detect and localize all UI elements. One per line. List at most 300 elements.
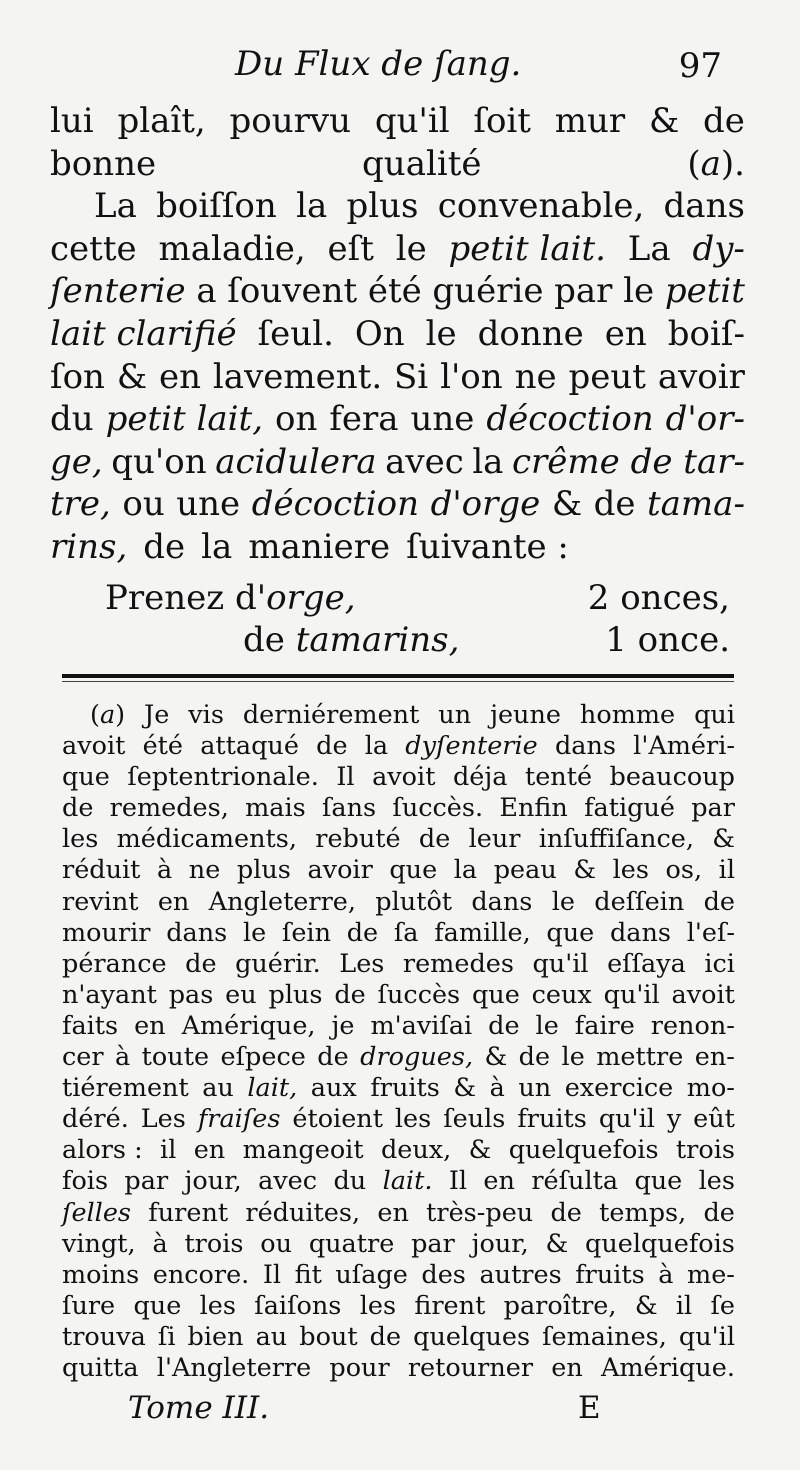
word: le [535,1010,559,1041]
word: ſon [50,356,105,397]
word: la [296,186,328,227]
word: remedes [402,948,514,979]
word: en [157,886,190,917]
word: Enfin [499,793,568,824]
word: fruits [575,1259,645,1290]
word: eu [225,979,257,1010]
word: remedes, [109,793,229,824]
footnote-marker [90,700,125,731]
word: médicaments, [116,824,297,855]
word: & [468,1135,492,1166]
word: ſenterie [50,271,186,312]
word: boiſſon [156,186,277,227]
word: me- [687,1259,735,1290]
word: & [712,824,735,855]
word: quitta [62,1352,139,1383]
word: autres [479,1259,562,1290]
word: quelques [413,1321,531,1352]
word: de [550,1197,582,1228]
word: pour [329,1352,390,1383]
word: de [334,979,366,1010]
word: le [623,271,655,312]
word: ici [704,948,735,979]
footnote-line [62,1166,735,1197]
word: les [199,1290,236,1321]
word: trouva [62,1321,146,1352]
footnote-line [62,1073,735,1104]
footnote-line [62,1291,735,1322]
word: avec [258,1166,318,1197]
word: à [152,1228,168,1259]
word: il [160,1135,177,1166]
word: du [50,399,94,440]
word: ſa [393,917,419,948]
word: retourner [407,1352,534,1383]
word: trois [184,1228,244,1259]
word: de [703,886,735,917]
word: mettre [596,1042,684,1073]
word: & [648,101,680,141]
word: rebuté [315,824,401,855]
word: le [561,1042,585,1073]
word: par [411,1228,455,1259]
word: le [425,313,457,354]
word: avoit [372,762,436,793]
word: le [551,886,575,917]
body-text-line [50,483,745,526]
word: ſoit [473,101,531,141]
word: déja [452,762,508,793]
word: dans [554,731,616,762]
word: ge, [50,441,103,482]
word: toute [141,1042,210,1073]
word: Il [262,1259,282,1290]
word: réſulta [531,1166,619,1197]
word: eſt [327,228,374,269]
word: que [634,1166,683,1197]
word: boiſ- [667,313,745,354]
word: les [394,1104,432,1135]
word: furent [148,1197,229,1228]
word: os, [665,855,703,886]
word: ſuivante : [406,526,569,567]
word: le [242,917,267,948]
word: l'eſ- [686,917,735,948]
word: à [157,855,173,886]
word: renon- [650,1010,735,1041]
word: de [317,1042,349,1073]
word: plus [346,186,419,227]
word: qu'il [532,948,589,979]
word: faire [574,1010,635,1041]
word: pourvu [229,101,352,141]
word: fois [62,1166,109,1197]
main-text [50,100,745,569]
word: ou [260,1228,293,1259]
word: la [364,731,389,762]
word: eſpece [220,1042,306,1073]
word: qualité [362,143,482,184]
word: par [554,271,613,312]
word: cette [50,228,137,269]
word: Amérique. [600,1352,735,1383]
word: ſeuls [443,1104,506,1135]
word: Angleterre, [208,886,356,917]
footnote-line [62,949,735,980]
running-title: Du Flux de ſang. [235,44,522,84]
word: rins, [50,526,128,567]
word: crême de tar- [512,441,745,482]
word: la [453,855,478,886]
word: au [255,1321,288,1352]
body-text-line [50,185,745,228]
word: étoient [292,1104,383,1135]
word: la [472,441,504,482]
word: deſſein [594,886,685,917]
footnote-marker [687,143,745,186]
word: mo- [686,1073,735,1104]
word: bien [187,1321,244,1352]
body-text-line [50,143,745,186]
word: il [718,855,735,886]
word: tenté [524,762,593,793]
word: que [62,762,110,793]
word: fruits [517,1104,587,1135]
word: tama- [647,484,745,525]
word: ). [720,143,745,184]
word: beaucoup [609,762,735,793]
word: en [159,356,202,397]
word: exercice [564,1073,674,1104]
body-text-line [50,228,745,271]
word: Amérique, [181,1010,316,1041]
word: la [201,526,233,567]
word: l'Angleterre [156,1352,312,1383]
word: lui [50,101,94,141]
word: les [359,1290,397,1321]
word: plutôt [375,886,453,917]
word: je [331,1010,355,1041]
word: on [274,399,318,440]
footnote-line [62,855,735,886]
word: ( [687,143,701,184]
footnote-line [62,1260,735,1291]
word: qu'il [598,1104,655,1135]
word: de [369,1321,402,1352]
word: il [675,1290,693,1321]
footnote-line [62,918,735,949]
word: dans [166,917,228,948]
body-text-line [50,441,745,484]
footnote-divider [62,674,734,678]
body-text-line [50,313,745,356]
word: fatigué [584,793,675,824]
body-text-line [50,526,745,569]
word: en [551,1352,583,1383]
word: réduites, [245,1197,361,1228]
word: les [612,855,649,886]
word: drogues, [360,1042,474,1073]
signature-mark: E [578,1390,601,1426]
word: On [354,313,405,354]
word: de [62,793,94,824]
word: encore. [152,1259,250,1290]
word: de [185,948,217,979]
word: faits [62,1010,119,1041]
word: ſouvent [227,271,358,312]
word: un [438,700,472,730]
word: eût [693,1104,735,1135]
word: pérance [62,948,167,979]
word: ſemaines, [542,1321,667,1352]
word: ſuccès [377,979,461,1010]
word: & [484,1042,508,1073]
footnote-line [62,887,735,918]
word: Il [448,1166,468,1197]
footnote-line [62,1135,735,1166]
word: a [700,143,721,184]
word: à [489,1073,505,1104]
word: en [377,1197,409,1228]
word: le [395,228,427,269]
word: revint [62,886,139,917]
word: leur [468,824,521,855]
word: bout [299,1321,358,1352]
word: en [134,1010,166,1041]
word: vis [188,700,224,730]
word: temps, [599,1197,687,1228]
word: ſeptentrionale. [127,762,319,793]
word: l'on [440,356,503,397]
body-text-line [50,356,745,399]
word: à [658,1259,674,1290]
word: lavement. [212,356,383,397]
word: ſaiſons [254,1290,342,1321]
recipe-quantity: 2 onces, [587,578,730,618]
word: ſe [710,1290,735,1321]
word: ne [188,855,221,886]
word: fraiſes [197,1104,281,1135]
word: l'Améri- [633,731,735,762]
word: déré. [62,1104,129,1135]
word: & [453,1073,477,1104]
word: quatre [308,1228,395,1259]
word: des [421,1259,466,1290]
word: derniérement [242,700,420,730]
word: décoction [486,399,654,440]
word: avoit [671,979,735,1010]
word: fruits [370,1073,440,1104]
word: fera [329,399,399,440]
word: que [133,1290,182,1321]
word: fit [294,1259,322,1290]
word: aux [310,1073,357,1104]
word: La [94,186,137,227]
word: convenable, [437,186,645,227]
word: ſi [157,1321,176,1352]
word: tre, [50,484,111,525]
word: au [202,1073,234,1104]
word: jour, [471,1228,529,1259]
word: Je [144,700,170,730]
word: à [115,1042,131,1073]
word: & [545,1228,569,1259]
word: avoir [657,356,745,397]
word: lait clarifié [50,313,237,354]
word: les [698,1166,735,1197]
word: d'orge [430,484,541,525]
word: famille, [434,917,531,948]
word: & [116,356,148,397]
body-text-line [50,398,745,441]
footnote-line [62,700,735,731]
word: plaît, [117,101,206,141]
footnote-line [62,1042,735,1073]
footnote [62,700,735,1384]
word: de [346,917,379,948]
footnote-line [62,1353,735,1384]
word: d'or- [665,399,745,440]
footnote-line [62,1198,735,1229]
word: acidulera [215,441,377,482]
word: de [593,484,636,525]
page-header [0,44,800,94]
word: en [604,313,647,354]
word: m'aviſai [370,1010,473,1041]
word: ) [115,700,126,730]
word: deux, [380,1135,452,1166]
word: alors : [62,1135,143,1166]
word: Si [394,356,429,397]
word: petit [664,271,745,312]
word: Les [339,948,385,979]
word: dans [609,917,671,948]
word: y [666,1104,682,1135]
word: en- [694,1042,735,1073]
word: inſuffiſance, [538,824,694,855]
word: ſuccès. [392,793,484,824]
word: avec [385,441,464,482]
word: trois [675,1135,735,1166]
word: a [196,271,217,312]
word: mangeoit [242,1135,364,1166]
word: une [176,484,241,525]
word: n'ayant [62,979,157,1010]
word: petit lait. [448,228,606,269]
word: guérie [432,271,544,312]
word: avoit [62,731,126,762]
word: & [634,1290,658,1321]
word: maniere [248,526,391,567]
body-text-line [50,100,745,143]
word: du [333,1166,367,1197]
word: bonne [50,143,157,184]
word: une [410,399,475,440]
word: ( [90,700,100,730]
word: guérir. [235,948,321,979]
word: jour, [184,1166,242,1197]
word: qu'on [111,441,207,482]
word: qu'il [374,101,450,141]
word: & [573,855,597,886]
body-text-line [50,270,745,313]
word: par [124,1166,169,1197]
word: ceux [531,979,592,1010]
footnote-line [62,731,735,762]
word: tiérement [62,1073,189,1104]
word: dy- [692,228,745,269]
word: de [703,101,745,141]
word: de [703,1197,735,1228]
word: qu'il [678,1321,735,1352]
word: vingt, [62,1228,136,1259]
word: ſein [281,917,332,948]
word: eſſaya [607,948,686,979]
word: & [551,484,583,525]
word: qu'il [603,979,660,1010]
word: en [483,1166,515,1197]
word: que [546,917,595,948]
word: dans [471,886,533,917]
word: réduit [62,855,141,886]
word: été [142,731,183,762]
word: que [471,979,520,1010]
word: de [518,1042,551,1073]
word: plus [236,855,291,886]
word: en [193,1135,226,1166]
word: mur [554,101,626,141]
word: par [691,793,735,824]
word: avoir [307,855,373,886]
recipe-quantity: 1 once. [605,620,730,660]
word: a [99,700,116,730]
word: dans [663,186,745,227]
recipe-ingredient: Prenez d'orge, [105,578,356,618]
word: lait. [382,1166,433,1197]
volume-label: Tome III. [128,1390,270,1426]
word: mais [245,793,306,824]
word: les [62,824,99,855]
word: peut [568,356,646,397]
word: Les [140,1104,186,1135]
word: ſeul. [257,313,334,354]
word: de [418,824,451,855]
footnote-line [62,762,735,793]
footnote-line [62,1229,735,1260]
word: très-peu [426,1197,534,1228]
word: moins [62,1259,140,1290]
word: de [143,526,186,567]
word: plus [268,979,323,1010]
footnote-divider-thin [62,681,734,682]
word: que [389,855,438,886]
page-footer [0,1390,800,1430]
footnote-line [62,824,735,855]
footnote-line [62,793,735,824]
word: ſure [62,1290,116,1321]
word: ſans [321,793,377,824]
word: un [518,1073,552,1104]
word: petit lait, [105,399,264,440]
word: ne [514,356,557,397]
word: qui [694,700,735,730]
word: quelquefois [508,1135,659,1166]
word: uſage [335,1259,408,1290]
footnote-line [62,1104,735,1135]
word: La [627,228,671,269]
word: peau [493,855,557,886]
word: Il [336,762,355,793]
